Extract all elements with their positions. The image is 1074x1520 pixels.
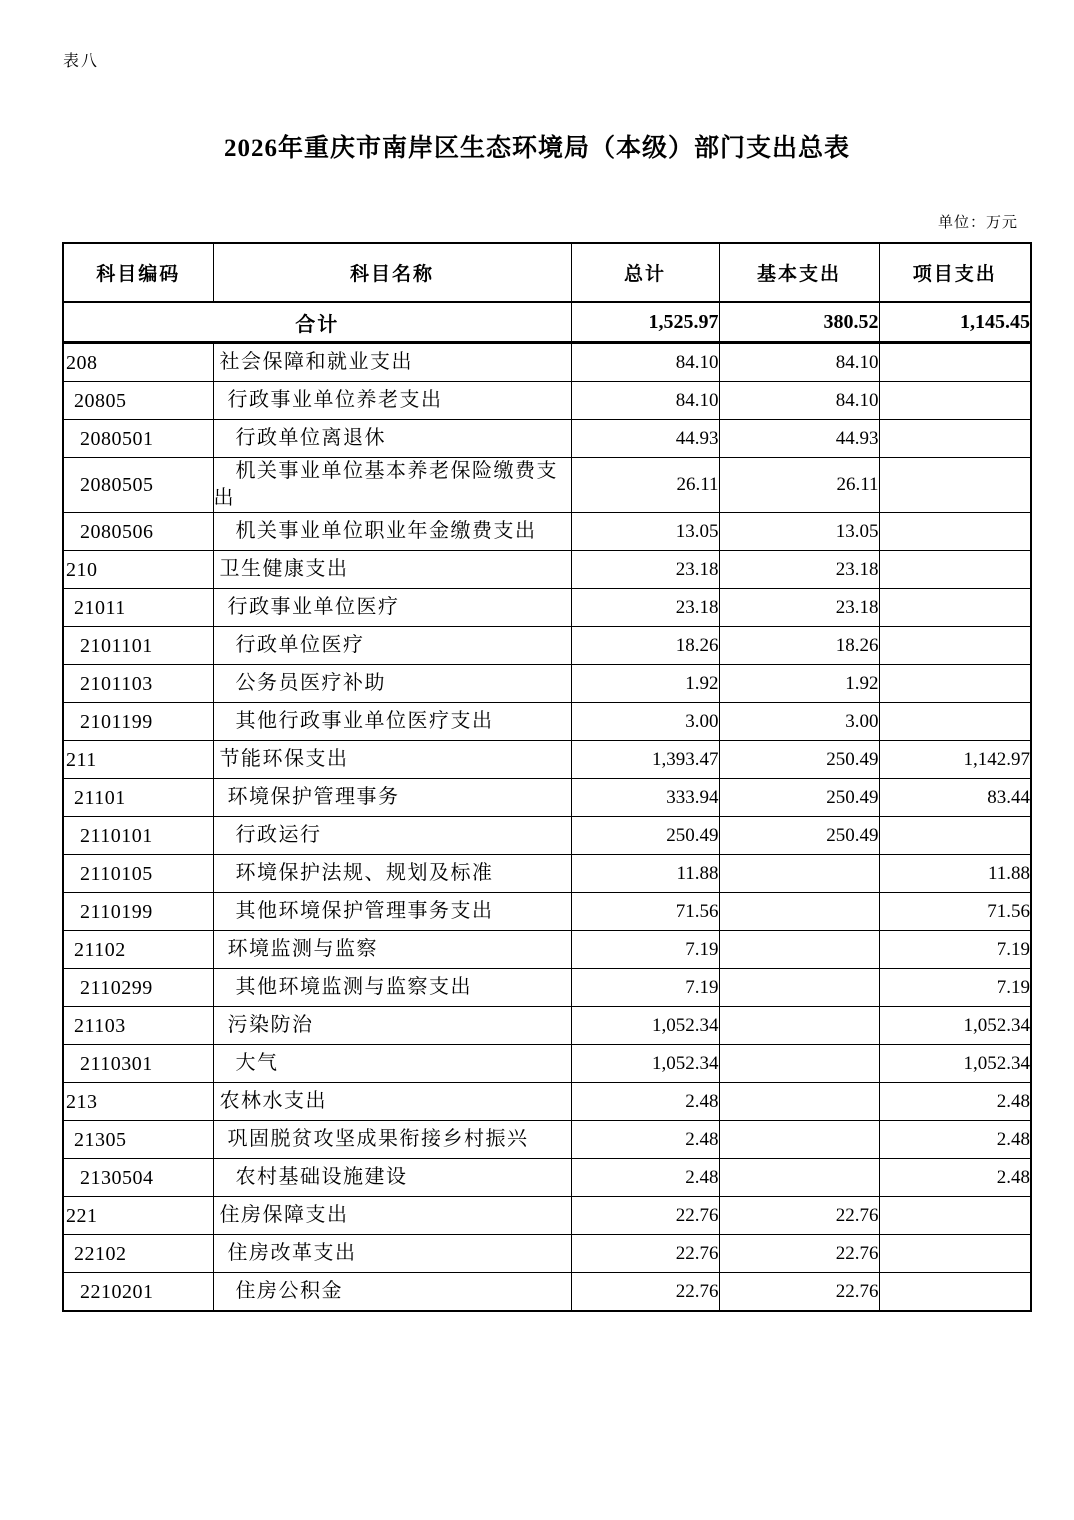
table-number-label: 表八 (63, 53, 100, 70)
project-cell (879, 1197, 1031, 1235)
unit-note: 单位：万元 (937, 215, 1018, 231)
total-cell: 7.19 (571, 969, 719, 1007)
basic-cell: 23.18 (719, 589, 879, 627)
basic-cell (719, 1045, 879, 1083)
basic-cell: 3.00 (719, 703, 879, 741)
header-basic-expenditure: 基本支出 (719, 243, 879, 302)
total-cell: 71.56 (571, 893, 719, 931)
table-row (63, 817, 1031, 855)
name-cell: 大气 (213, 1045, 571, 1083)
grand-total-project-cell: 1,145.45 (879, 302, 1031, 343)
code-cell: 213 (63, 1083, 213, 1121)
total-cell: 1,052.34 (571, 1007, 719, 1045)
table-row (63, 513, 1031, 551)
basic-cell (719, 969, 879, 1007)
grand-total-label: 合计 (63, 302, 571, 343)
name-cell: 其他行政事业单位医疗支出 (213, 703, 571, 741)
expenditure-table (62, 242, 1032, 1312)
table-row (63, 589, 1031, 627)
project-cell (879, 703, 1031, 741)
table-row (63, 969, 1031, 1007)
code-cell: 2210201 (63, 1273, 213, 1312)
project-cell: 71.56 (879, 893, 1031, 931)
name-cell: 卫生健康支出 (213, 551, 571, 589)
code-cell: 2110101 (63, 817, 213, 855)
table-row (63, 343, 1031, 382)
code-cell: 2101199 (63, 703, 213, 741)
basic-cell: 84.10 (719, 382, 879, 420)
table-row (63, 382, 1031, 420)
basic-cell: 22.76 (719, 1235, 879, 1273)
basic-cell (719, 1159, 879, 1197)
code-cell: 21011 (63, 589, 213, 627)
project-cell: 2.48 (879, 1083, 1031, 1121)
basic-cell (719, 1007, 879, 1045)
code-cell: 2110105 (63, 855, 213, 893)
grand-total-total-cell: 1,525.97 (571, 302, 719, 343)
name-cell: 公务员医疗补助 (213, 665, 571, 703)
project-cell: 2.48 (879, 1159, 1031, 1197)
total-cell: 22.76 (571, 1197, 719, 1235)
basic-cell: 84.10 (719, 343, 879, 382)
name-cell: 节能环保支出 (213, 741, 571, 779)
table-row (63, 1235, 1031, 1273)
project-cell: 1,052.34 (879, 1007, 1031, 1045)
project-cell (879, 1235, 1031, 1273)
header-row (63, 243, 1031, 302)
name-cell: 住房公积金 (213, 1273, 571, 1312)
code-cell: 210 (63, 551, 213, 589)
name-cell: 农村基础设施建设 (213, 1159, 571, 1197)
total-cell: 1.92 (571, 665, 719, 703)
table-row (63, 931, 1031, 969)
project-cell (879, 343, 1031, 382)
basic-cell (719, 855, 879, 893)
name-cell: 农林水支出 (213, 1083, 571, 1121)
project-cell (879, 551, 1031, 589)
basic-cell: 1.92 (719, 665, 879, 703)
project-cell (879, 420, 1031, 458)
total-cell: 2.48 (571, 1083, 719, 1121)
basic-cell: 18.26 (719, 627, 879, 665)
page-title: 2026年重庆市南岸区生态环境局（本级）部门支出总表 (223, 135, 850, 162)
table-row (63, 420, 1031, 458)
header-subject-name: 科目名称 (213, 243, 571, 302)
grand-total-row (63, 302, 1031, 343)
total-cell: 11.88 (571, 855, 719, 893)
code-cell: 2130504 (63, 1159, 213, 1197)
code-cell: 2080505 (63, 458, 213, 513)
total-cell: 23.18 (571, 589, 719, 627)
name-cell: 行政单位医疗 (213, 627, 571, 665)
total-cell: 23.18 (571, 551, 719, 589)
table-row (63, 551, 1031, 589)
name-cell: 住房保障支出 (213, 1197, 571, 1235)
code-cell: 2110199 (63, 893, 213, 931)
code-cell: 21101 (63, 779, 213, 817)
code-cell: 21102 (63, 931, 213, 969)
table-row (63, 1159, 1031, 1197)
header-project-expenditure: 项目支出 (879, 243, 1031, 302)
total-cell: 22.76 (571, 1235, 719, 1273)
basic-cell (719, 1121, 879, 1159)
code-cell: 2101103 (63, 665, 213, 703)
name-cell: 其他环境保护管理事务支出 (213, 893, 571, 931)
name-cell: 环境监测与监察 (213, 931, 571, 969)
table-row (63, 779, 1031, 817)
project-cell (879, 1273, 1031, 1312)
table-row (63, 1083, 1031, 1121)
name-cell: 环境保护法规、规划及标准 (213, 855, 571, 893)
basic-cell (719, 893, 879, 931)
project-cell: 7.19 (879, 969, 1031, 1007)
table-row (63, 1045, 1031, 1083)
table-row (63, 665, 1031, 703)
basic-cell: 22.76 (719, 1273, 879, 1312)
project-cell: 1,142.97 (879, 741, 1031, 779)
name-cell: 环境保护管理事务 (213, 779, 571, 817)
total-cell: 7.19 (571, 931, 719, 969)
basic-cell: 23.18 (719, 551, 879, 589)
basic-cell: 250.49 (719, 817, 879, 855)
table-row (63, 741, 1031, 779)
total-cell: 1,052.34 (571, 1045, 719, 1083)
name-cell: 巩固脱贫攻坚成果衔接乡村振兴 (213, 1121, 571, 1159)
project-cell (879, 382, 1031, 420)
name-cell: 污染防治 (213, 1007, 571, 1045)
code-cell: 22102 (63, 1235, 213, 1273)
basic-cell: 250.49 (719, 741, 879, 779)
total-cell: 84.10 (571, 382, 719, 420)
total-cell: 26.11 (571, 458, 719, 513)
header-total: 总计 (571, 243, 719, 302)
table-row (63, 893, 1031, 931)
project-cell (879, 665, 1031, 703)
code-cell: 211 (63, 741, 213, 779)
total-cell: 250.49 (571, 817, 719, 855)
code-cell: 2080501 (63, 420, 213, 458)
total-cell: 84.10 (571, 343, 719, 382)
table-body (63, 302, 1031, 1311)
table-row (63, 703, 1031, 741)
total-cell: 333.94 (571, 779, 719, 817)
header-subject-code: 科目编码 (63, 243, 213, 302)
name-cell: 行政事业单位医疗 (213, 589, 571, 627)
total-cell: 18.26 (571, 627, 719, 665)
code-cell: 221 (63, 1197, 213, 1235)
table-row (63, 1197, 1031, 1235)
name-cell: 行政运行 (213, 817, 571, 855)
table-header (63, 243, 1031, 302)
code-cell: 20805 (63, 382, 213, 420)
project-cell: 7.19 (879, 931, 1031, 969)
table-row (63, 458, 1031, 513)
code-cell: 2101101 (63, 627, 213, 665)
basic-cell: 44.93 (719, 420, 879, 458)
basic-cell: 26.11 (719, 458, 879, 513)
name-cell: 机关事业单位基本养老保险缴费支出 (213, 458, 571, 513)
name-cell: 住房改革支出 (213, 1235, 571, 1273)
code-cell: 2110299 (63, 969, 213, 1007)
project-cell (879, 817, 1031, 855)
grand-total-basic-cell: 380.52 (719, 302, 879, 343)
total-cell: 13.05 (571, 513, 719, 551)
project-cell (879, 589, 1031, 627)
project-cell: 2.48 (879, 1121, 1031, 1159)
name-cell: 行政单位离退休 (213, 420, 571, 458)
code-cell: 208 (63, 343, 213, 382)
name-cell: 其他环境监测与监察支出 (213, 969, 571, 1007)
table-row (63, 1007, 1031, 1045)
project-cell (879, 458, 1031, 513)
code-cell: 21103 (63, 1007, 213, 1045)
name-cell: 社会保障和就业支出 (213, 343, 571, 382)
total-cell: 44.93 (571, 420, 719, 458)
total-cell: 22.76 (571, 1273, 719, 1312)
total-cell: 3.00 (571, 703, 719, 741)
basic-cell: 250.49 (719, 779, 879, 817)
total-cell: 2.48 (571, 1159, 719, 1197)
project-cell: 11.88 (879, 855, 1031, 893)
basic-cell (719, 1083, 879, 1121)
table-row (63, 855, 1031, 893)
basic-cell: 13.05 (719, 513, 879, 551)
total-cell: 2.48 (571, 1121, 719, 1159)
total-cell: 1,393.47 (571, 741, 719, 779)
code-cell: 21305 (63, 1121, 213, 1159)
table-row (63, 1121, 1031, 1159)
name-cell: 行政事业单位养老支出 (213, 382, 571, 420)
code-cell: 2110301 (63, 1045, 213, 1083)
project-cell: 1,052.34 (879, 1045, 1031, 1083)
project-cell: 83.44 (879, 779, 1031, 817)
basic-cell: 22.76 (719, 1197, 879, 1235)
table-row (63, 1273, 1031, 1312)
code-cell: 2080506 (63, 513, 213, 551)
name-cell: 机关事业单位职业年金缴费支出 (213, 513, 571, 551)
table-row (63, 627, 1031, 665)
project-cell (879, 627, 1031, 665)
project-cell (879, 513, 1031, 551)
basic-cell (719, 931, 879, 969)
